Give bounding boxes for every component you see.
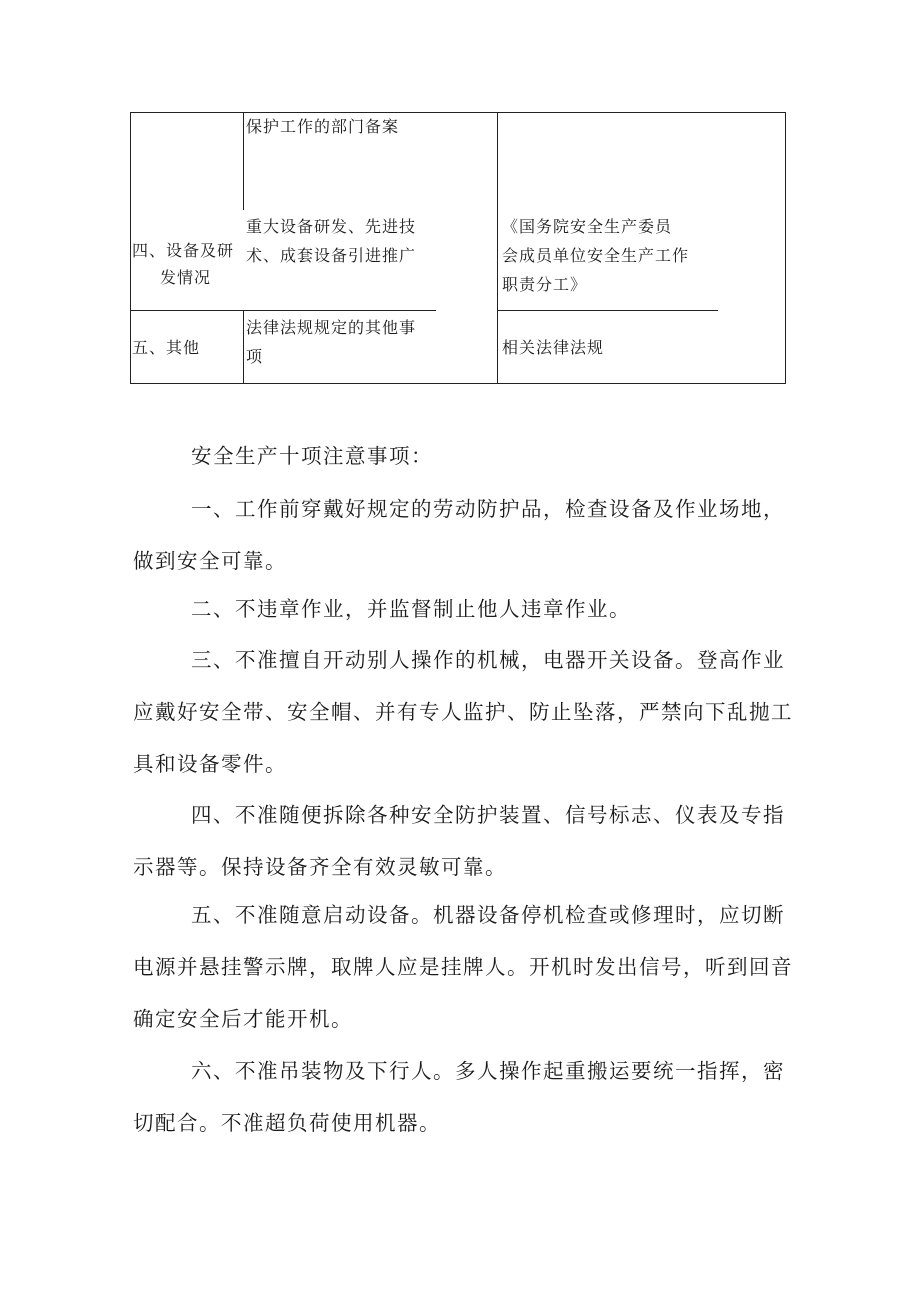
divider-row-left xyxy=(130,310,436,311)
cell-other-content-line2: 项 xyxy=(246,347,264,366)
cell-equipment-content-line1: 重大设备研发、先进技 xyxy=(246,217,417,236)
cell-equipment-content-line2: 术、成套设备引进推广 xyxy=(246,246,417,265)
cell-other-category: 五、其他 xyxy=(132,338,201,357)
divider-col2 xyxy=(497,112,498,384)
note-item-6: 六、不准吊装物及下行人。多人操作起重搬运要统一指挥，密切配合。不准超负荷使用机器。 xyxy=(133,1059,785,1135)
table-bottom-border xyxy=(130,383,786,384)
note-item-4: 四、不准随便拆除各种安全防护装置、信号标志、仪表及专指示器等。保持设备齐全有效灵敏可靠。 xyxy=(133,803,785,879)
cell-other-basis: 相关法律法规 xyxy=(502,338,605,357)
cell-equipment-basis-line1: 《国务院安全生产委员 xyxy=(502,217,673,236)
cell-equipment-category-line2: 发情况 xyxy=(160,268,212,287)
cell-other-content-line1: 法律法规规定的其他事 xyxy=(246,318,417,337)
table-left-border xyxy=(130,112,131,384)
note-item-2: 二、不违章作业，并监督制止他人违章作业。 xyxy=(191,597,631,621)
table-right-border xyxy=(785,112,786,384)
note-item-1: 一、工作前穿戴好规定的劳动防护品，检查设备及作业场地，做到安全可靠。 xyxy=(133,497,785,573)
table-top-border xyxy=(130,112,786,113)
divider-row-right xyxy=(497,310,718,311)
divider-col1-lower xyxy=(243,310,244,384)
cell-equipment-basis-line2: 会成员单位安全生产工作 xyxy=(502,246,690,265)
cell-equipment-basis-line3: 职责分工》 xyxy=(502,275,588,294)
responsibility-table xyxy=(130,112,786,384)
notes-heading: 安全生产十项注意事项： xyxy=(191,444,433,468)
note-item-3: 三、不准擅自开动别人操作的机械，电器开关设备。登高作业应戴好安全带、安全帽、并有专人监护、防止坠落，严禁向下乱抛工具和设备零件。 xyxy=(133,648,793,776)
cell-top-content: 保护工作的部门备案 xyxy=(246,117,400,136)
note-item-5: 五、不准随意启动设备。机器设备停机检查或修理时，应切断电源并悬挂警示牌，取牌人应是挂牌人。开机时发出信号，听到回音确定安全后才能开机。 xyxy=(133,903,793,1031)
cell-equipment-category-line1: 四、设备及研 xyxy=(132,241,235,260)
divider-col1-upper xyxy=(243,112,244,210)
